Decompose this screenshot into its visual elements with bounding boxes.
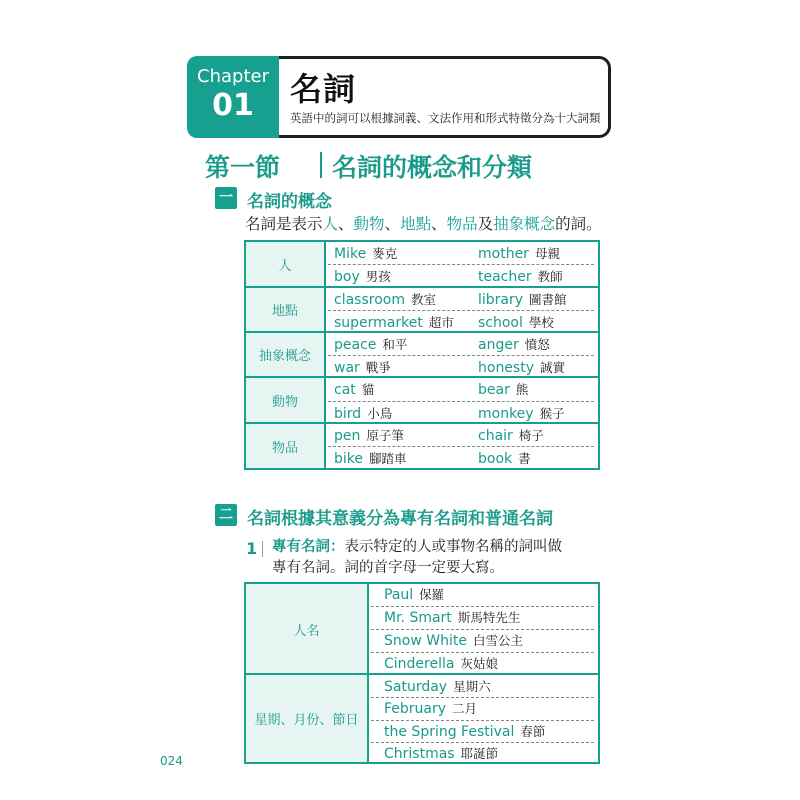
dashed-divider bbox=[371, 606, 594, 607]
table-cell: chair 椅子 bbox=[478, 428, 544, 444]
row-separator bbox=[326, 422, 598, 424]
dashed-divider bbox=[371, 697, 594, 698]
section-title-right: 名詞的概念和分類 bbox=[332, 153, 533, 182]
table-cell: February 二月 bbox=[384, 701, 478, 717]
intro-text: 名詞是表示 bbox=[245, 215, 323, 233]
table-cell: Cinderella 灰姑娘 bbox=[384, 656, 498, 672]
table-category-cell: 人 bbox=[246, 242, 326, 288]
intro-text: 及 bbox=[477, 215, 494, 233]
dashed-divider bbox=[328, 401, 594, 402]
intro-highlight: 人 bbox=[322, 215, 339, 233]
chapter-number: 01 bbox=[212, 88, 254, 123]
table-cell: Christmas 耶誕節 bbox=[384, 746, 499, 762]
part2-title: 名詞根據其意義分為專有名詞和普通名詞 bbox=[247, 509, 553, 529]
table-cell: classroom 教室 bbox=[334, 292, 436, 308]
item-label: 專有名詞： bbox=[272, 539, 345, 555]
intro-highlight: 動物 bbox=[353, 215, 385, 233]
dashed-divider bbox=[371, 629, 594, 630]
table-category-cell: 星期、月份、節日 bbox=[246, 675, 369, 762]
table-cell: bird 小鳥 bbox=[334, 406, 393, 422]
dashed-divider bbox=[371, 720, 594, 721]
table-cell: peace 和平 bbox=[334, 337, 408, 353]
item-number: 1 bbox=[246, 539, 258, 558]
intro-highlight: 地點 bbox=[400, 215, 432, 233]
table-cell: mother 母親 bbox=[478, 246, 560, 262]
table-category-cell: 地點 bbox=[246, 288, 326, 333]
dashed-divider bbox=[328, 446, 594, 447]
item-text-line1: 表示特定的人或事物名稱的詞叫做 bbox=[344, 539, 562, 555]
table-category-cell: 抽象概念 bbox=[246, 333, 326, 378]
table-cell: Mike 麥克 bbox=[334, 246, 398, 262]
table-cell: Saturday 星期六 bbox=[384, 679, 491, 695]
table-category-cell: 動物 bbox=[246, 378, 326, 424]
intro-highlight: 物品 bbox=[446, 215, 478, 233]
intro-text: 、 bbox=[431, 215, 447, 233]
table-cell: cat 貓 bbox=[334, 382, 375, 398]
dashed-divider bbox=[371, 652, 594, 653]
table-cell: war 戰爭 bbox=[334, 360, 391, 376]
intro-text: 的詞。 bbox=[555, 215, 602, 233]
table-cell: anger 憤怒 bbox=[478, 337, 550, 353]
noun-category-table bbox=[244, 240, 600, 470]
table-cell: book 書 bbox=[478, 451, 531, 467]
table-cell: boy 男孩 bbox=[334, 269, 391, 285]
table-cell: bear 熊 bbox=[478, 382, 529, 398]
intro-text: 、 bbox=[338, 215, 354, 233]
section-divider bbox=[320, 152, 322, 178]
table-category-cell: 人名 bbox=[246, 584, 369, 674]
item-description bbox=[272, 537, 612, 579]
row-separator bbox=[326, 286, 598, 288]
row-separator bbox=[326, 331, 598, 333]
table-cell: bike 腳踏車 bbox=[334, 451, 407, 467]
section-title-left: 第一節 bbox=[205, 153, 281, 182]
table-cell: teacher 教師 bbox=[478, 269, 563, 285]
dashed-divider bbox=[328, 310, 594, 311]
proper-noun-table bbox=[244, 582, 600, 764]
part2-mark: 二 bbox=[215, 504, 237, 526]
table-cell: school 學校 bbox=[478, 315, 554, 331]
part1-intro bbox=[245, 212, 602, 234]
table-cell: monkey 猴子 bbox=[478, 406, 565, 422]
part1-mark: 一 bbox=[215, 187, 237, 209]
table-cell: supermarket 超市 bbox=[334, 315, 454, 331]
chapter-title: 名詞 bbox=[290, 70, 357, 108]
item-text-line2: 專有名詞。詞的首字母一定要大寫。 bbox=[272, 560, 504, 576]
table-cell: library 圖書館 bbox=[478, 292, 567, 308]
chapter-tab bbox=[187, 56, 279, 138]
table-cell: honesty 誠實 bbox=[478, 360, 566, 376]
item-divider bbox=[262, 541, 263, 557]
dashed-divider bbox=[371, 742, 594, 743]
part1-title: 名詞的概念 bbox=[247, 192, 332, 212]
dashed-divider bbox=[328, 355, 594, 356]
intro-highlight: 抽象概念 bbox=[493, 215, 556, 233]
table-cell: Mr. Smart 斯馬特先生 bbox=[384, 610, 521, 626]
dashed-divider bbox=[328, 264, 594, 265]
table-cell: Snow White 白雪公主 bbox=[384, 633, 523, 649]
table-category-cell: 物品 bbox=[246, 424, 326, 468]
chapter-word: Chapter bbox=[197, 66, 269, 87]
table-cell: Paul 保羅 bbox=[384, 587, 445, 603]
chapter-subtitle: 英語中的詞可以根據詞義、文法作用和形式特徵分為十大詞類 bbox=[290, 111, 601, 125]
table-cell: the Spring Festival 春節 bbox=[384, 724, 546, 740]
page-number: 024 bbox=[160, 754, 183, 768]
row-separator bbox=[326, 376, 598, 378]
table-cell: pen 原子筆 bbox=[334, 428, 404, 444]
intro-text: 、 bbox=[384, 215, 401, 233]
